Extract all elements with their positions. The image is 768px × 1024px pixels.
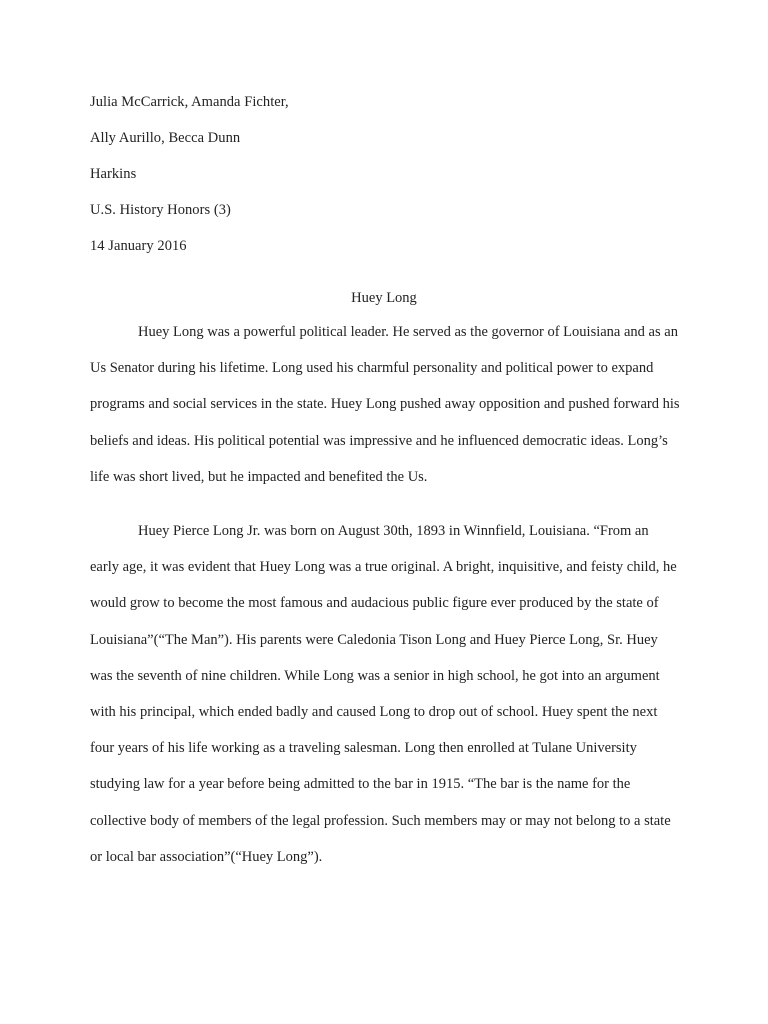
essay-paragraph-2: Huey Pierce Long Jr. was born on August 30th, 1893 in Winnfield, Louisiana. “From an early age, it was evident that Huey Long was a true original. A bright, inquisitive, and feisty child, he would grow to become the most famous and audacious public figure ever produced by the state of Louisiana”(“The Man”). His parents were Caledonia Tison Long and Huey Pierce Long, Sr. Huey was the seventh of nine children. While Long was a senior in high school, he got into an argument with his principal, which ended badly and caused Long to drop out of school. Huey spent the next four years of his life working as a traveling salesman. Long then enrolled at Tulane University studying law for a year before being admitted to the bar in 1915. “The bar is the name for the collective body of members of the legal profession. Such members may or may not belong to a state or local bar association”(“Huey Long”). (90, 523, 677, 865)
essay-paragraph-1: Huey Long was a powerful political leader. He served as the governor of Louisiana and as an Us Senator during his lifetime. Long used his charmful personality and political power to expand programs and social services in the state. Huey Long pushed away opposition and pushed forward his beliefs and ideas. His political potential was impressive and he influenced democratic ideas. Long’s life was short lived, but he impacted and benefited the Us. (90, 324, 680, 485)
document-date: 14 January 2016 (90, 238, 187, 254)
course-name: U.S. History Honors (3) (90, 202, 231, 218)
author-names-line-1: Julia McCarrick, Amanda Fichter, (90, 94, 289, 110)
author-names-line-2: Ally Aurillo, Becca Dunn (90, 130, 241, 146)
essay-title: Huey Long (351, 290, 417, 306)
teacher-name: Harkins (90, 166, 137, 182)
